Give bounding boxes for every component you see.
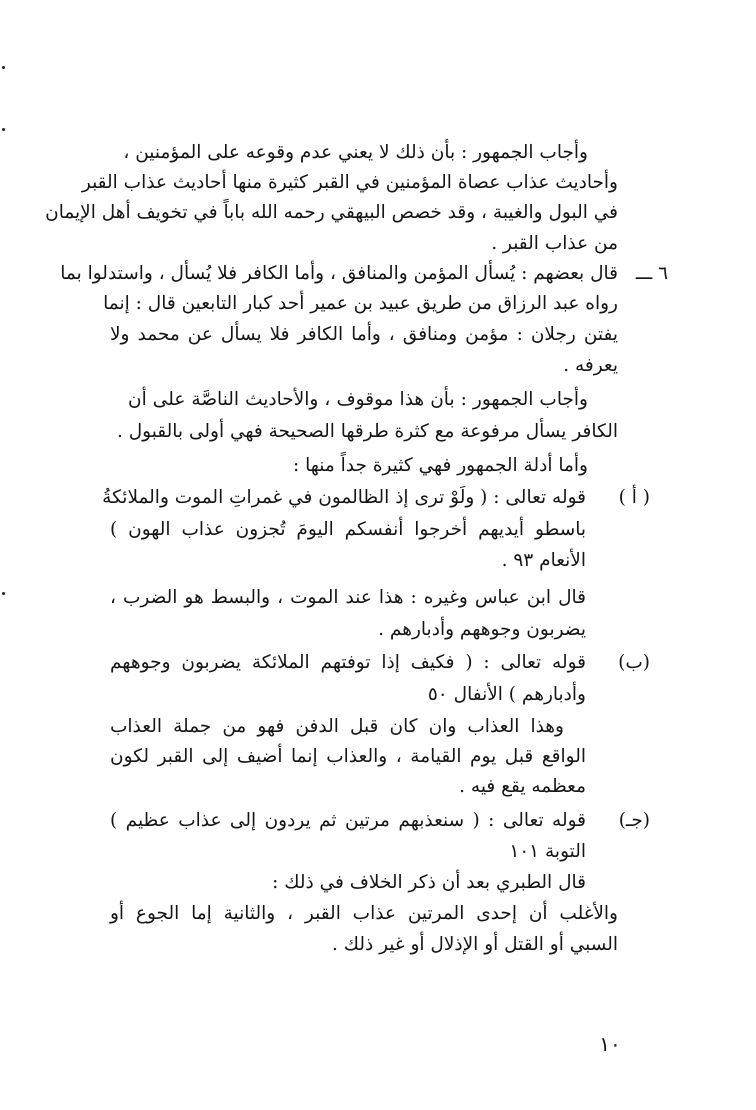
text-line: الكافر يسأل مرفوعة مع كثرة طرقها الصحيحة فهي أولى بالقبول . bbox=[116, 421, 618, 442]
scan-speck bbox=[2, 128, 5, 131]
text-line: في البول والغيبة ، وقد خصص البيهقي رحمه الله باباً في تخويف أهل الإيمان bbox=[45, 202, 618, 223]
text-line: يفتن رجلان : مؤمن ومنافق ، وأما الكافر فلا يسأل عن محمد ولا bbox=[110, 324, 618, 345]
text-line: وأجاب الجمهور : بأن ذلك لا يعني عدم وقوعه على المؤمنين ، bbox=[123, 142, 588, 163]
scan-speck bbox=[2, 592, 5, 595]
text-line: قوله تعالى : ( ولَوْ ترى إذ الظالمون في غمراتِ الموت والملائكةُ bbox=[102, 487, 586, 508]
text-line: وأما أدلة الجمهور فهي كثيرة جداً منها : bbox=[293, 455, 588, 476]
text-line: قال الطبري بعد أن ذكر الخلاف في ذلك : bbox=[272, 872, 586, 893]
text-line: قال ابن عباس وغيره : هذا عند الموت ، والبسط هو الضرب ، bbox=[110, 587, 586, 608]
text-line: باسطو أيديهم أخرجوا أنفسكم اليومَ تُجزون عذاب الهون ) bbox=[110, 519, 586, 540]
text-line: يعرفه . bbox=[563, 355, 618, 376]
text-line: والأغلب أن إحدى المرتين عذاب القبر ، والثانية إما الجوع أو bbox=[110, 903, 618, 924]
text-line: السبي أو القتل أو الإذلال أو غير ذلك . bbox=[331, 934, 618, 955]
text-line: قوله تعالى : ( فكيف إذا توفتهم الملائكة يضربون وجوههم bbox=[110, 652, 586, 673]
text-line: من عذاب القبر . bbox=[491, 233, 618, 254]
text-line: قوله تعالى : ( سنعذبهم مرتين ثم يردون إلى عذاب عظيم ) bbox=[110, 810, 586, 831]
text-line: الأنعام ٩٣ . bbox=[501, 550, 586, 571]
text-line: رواه عبد الرزاق من طريق عبيد بن عمير أحد كبار التابعين قال : إنما bbox=[103, 293, 618, 314]
text-line: التوبة ١٠١ bbox=[509, 841, 586, 862]
scan-speck bbox=[2, 66, 5, 69]
item-marker-b: (ب) bbox=[618, 652, 650, 673]
text-line: وأجاب الجمهور : بأن هذا موقوف ، والأحاديث الناصَّة على أن bbox=[128, 389, 588, 410]
text-line: يضربون وجوههم وأدبارهم . bbox=[378, 619, 586, 640]
text-line: معظمه يقع فيه . bbox=[459, 776, 586, 797]
text-line: وأحاديث عذاب عصاة المؤمنين في القبر كثيرة منها أحاديث عذاب القبر bbox=[81, 172, 618, 193]
item-marker-a: ( أ ) bbox=[618, 487, 650, 508]
text-line: وأدبارهم ) الأنفال ٥٠ bbox=[427, 684, 586, 705]
item-marker-6: ٦ ـــ bbox=[635, 263, 668, 284]
text-line: الواقع قبل يوم القيامة ، والعذاب إنما أضيف إلى القبر لكون bbox=[110, 746, 586, 767]
text-line: قال بعضهم : يُسأل المؤمن والمنافق ، وأما الكافر فلا يُسأل ، واستدلوا بما bbox=[60, 263, 618, 284]
item-marker-j: (جـ) bbox=[618, 810, 650, 831]
page-number: ١٠ bbox=[599, 1032, 621, 1056]
text-line: وهذا العذاب وان كان قبل الدفن فهو من جملة العذاب bbox=[110, 716, 564, 737]
